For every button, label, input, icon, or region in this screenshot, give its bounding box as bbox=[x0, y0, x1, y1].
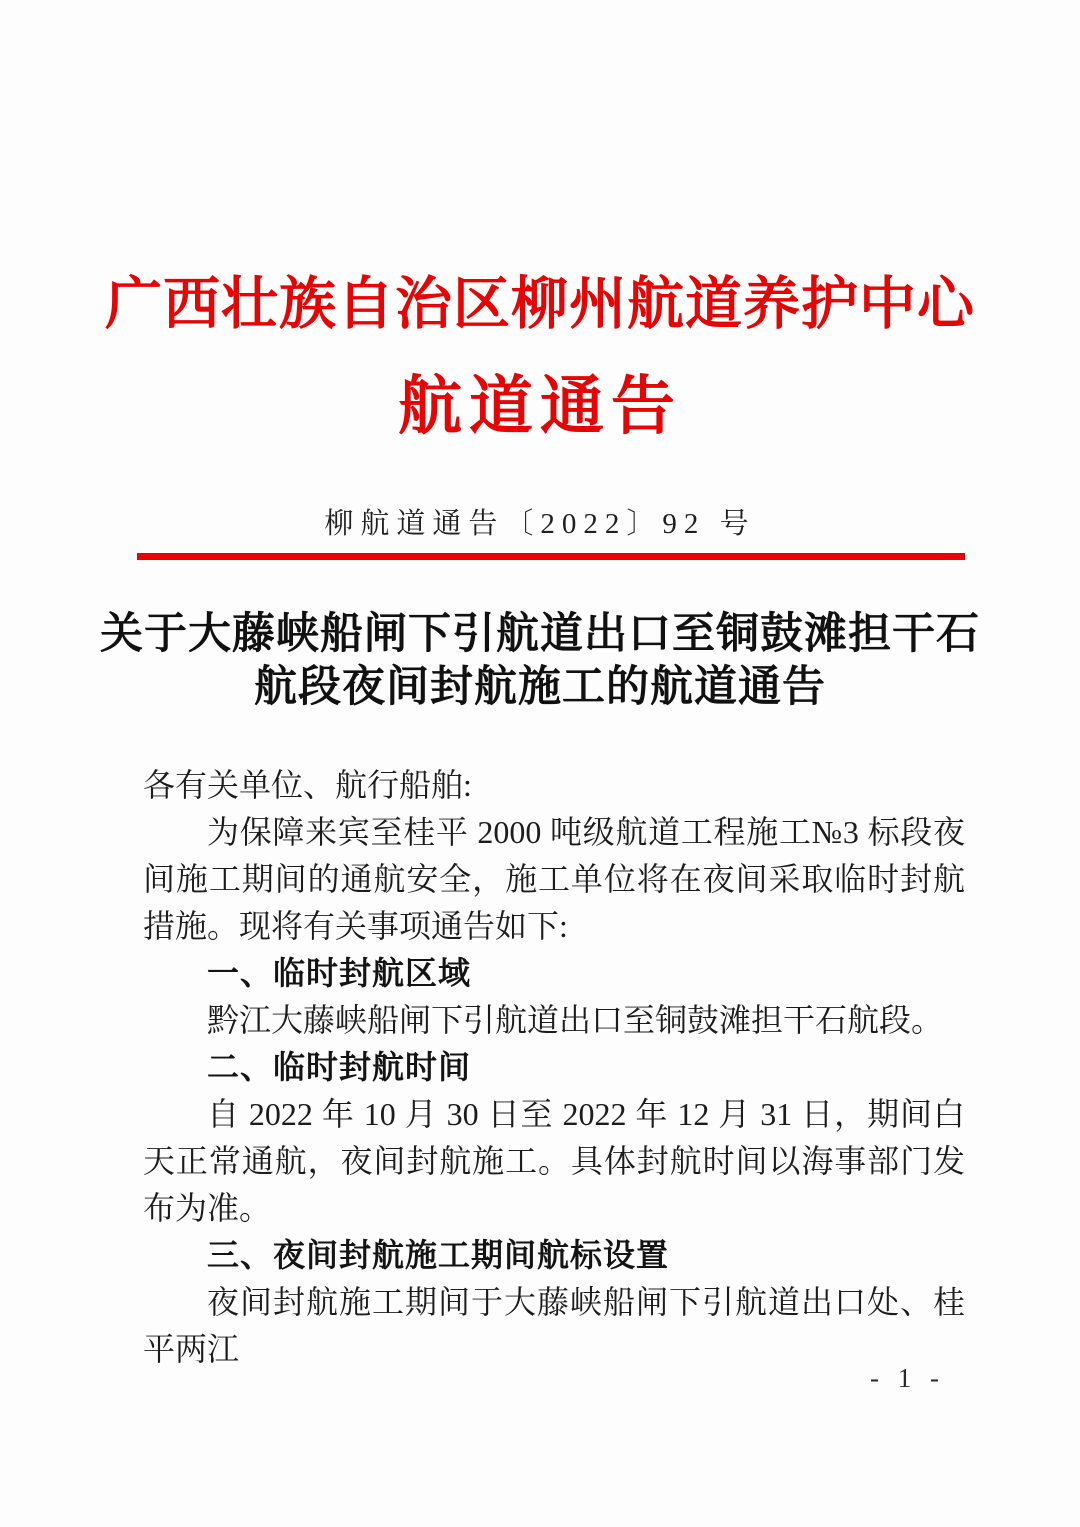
section-1-text: 黔江大藤峡船闸下引航道出口至铜鼓滩担干石航段。 bbox=[207, 1002, 944, 1038]
section-3-heading: 三、夜间封航施工期间航标设置 bbox=[207, 1237, 670, 1273]
notice-type-title: 航道通告 bbox=[398, 371, 682, 442]
section-1-heading: 一、临时封航区域 bbox=[207, 955, 472, 991]
intro-paragraph: 为保障来宾至桂平 2000 吨级航道工程施工№3 标段夜间施工期间的通航安全，施工单位将在夜间采取临时封航措施。现将有关事项通告如下: bbox=[143, 814, 965, 944]
red-divider-rule bbox=[137, 553, 965, 560]
page-number: - 1 - bbox=[870, 1363, 945, 1393]
section-2-text: 自 2022 年 10 月 30 日至 2022 年 12 月 31 日，期间白天正常通航，夜间封航施工。具体封航时间以海事部门发布为准。 bbox=[143, 1096, 965, 1226]
subject-title: 关于大藤峡船闸下引航道出口至铜鼓滩担干石航段夜间封航施工的航道通告 bbox=[100, 611, 980, 711]
section-3-text: 夜间封航施工期间于大藤峡船闸下引航道出口处、桂平两江 bbox=[143, 1284, 965, 1367]
notice-body bbox=[143, 762, 965, 1373]
issuing-org-title: 广西壮族自治区柳州航道养护中心 bbox=[105, 273, 975, 336]
document-number: 柳航道通告〔2022〕92 号 bbox=[324, 508, 756, 540]
section-2-heading: 二、临时封航时间 bbox=[207, 1049, 472, 1085]
salutation: 各有关单位、航行船舶: bbox=[143, 767, 472, 803]
